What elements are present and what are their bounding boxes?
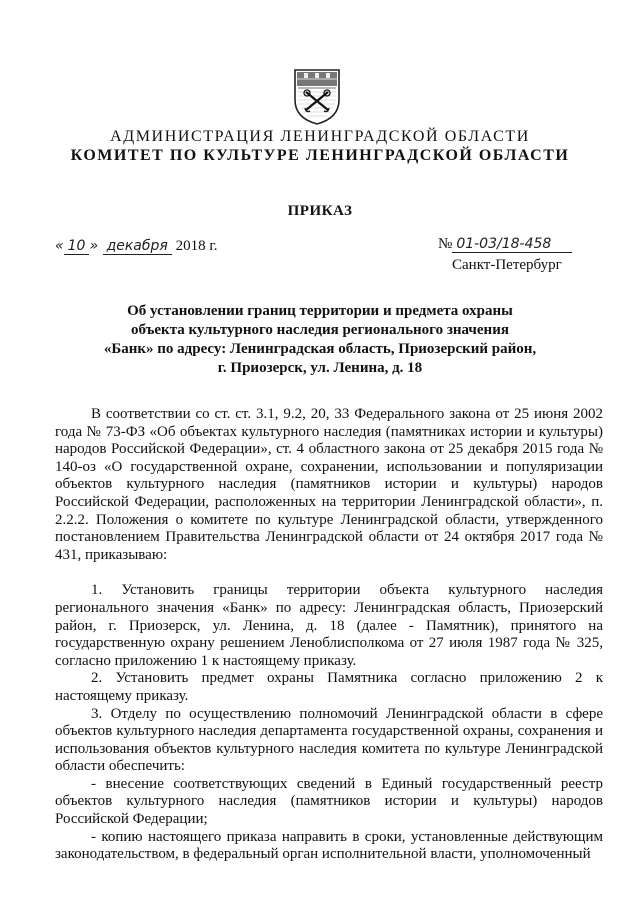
subject-line: «Банк» по адресу: Ленинградская область, Приозерский район, xyxy=(103,341,537,357)
committee-name: КОМИТЕТ ПО КУЛЬТУРЕ ЛЕНИНГРАДСКОЙ ОБЛАСТИ xyxy=(70,147,570,164)
date-year: 2018 г. xyxy=(175,238,218,254)
order-item-1: 1. Установить границы территории объекта культурного наследия регионального значения «Банк» по адресу: Ленинградская область, Приозерский район, г. Приозерск, ул. Ленина, д. 18 (далее - Памятник), принятого на государственную охрану решением Леноблисполкома от 27 июля 1987 года № 325, согласно приложению 1 к настоящему приказу. xyxy=(55,582,603,669)
document-subject xyxy=(60,302,580,378)
document-date xyxy=(55,238,218,255)
date-month: декабря xyxy=(103,238,172,255)
date-handwritten: « 10 » декабря xyxy=(55,238,172,254)
order-item-3-bullet: - внесение соответствующих сведений в Единый государственный реестр объектов культурного наследия (памятников истории и культуры) народов Российской Федерации; xyxy=(55,775,603,828)
subject-line: г. Приозерск, ул. Ленина, д. 18 xyxy=(217,360,423,376)
subject-line: объекта культурного наследия регионального значения xyxy=(131,322,509,338)
date-day: 10 xyxy=(64,238,90,255)
coat-of-arms-icon xyxy=(292,66,342,126)
number-handwritten: 01-03/18-458 xyxy=(452,236,572,253)
order-item-2: 2. Установить предмет охраны Памятника согласно приложению 2 к настоящему приказу. xyxy=(55,670,603,704)
document-number xyxy=(438,236,572,253)
document-city: Санкт-Петербург xyxy=(452,257,562,273)
order-item-3: 3. Отделу по осуществлению полномочий Ленинградской области в сфере объектов культурного наследия департамента государственной охраны, сохранения и использования объектов культурного наследия комитета по культуре Ленинградской области обеспечить: xyxy=(55,705,603,775)
document-type: ПРИКАЗ xyxy=(287,203,353,219)
subject-line: Об установлении границ территории и предмета охраны xyxy=(127,303,513,319)
order-item-3-bullet: - копию настоящего приказа направить в сроки, установленные действующим законодательством, в федеральный орган исполнительной власти, уполномоченный xyxy=(55,828,603,863)
document-body xyxy=(55,406,603,864)
preamble-paragraph: В соответствии со ст. ст. 3.1, 9.2, 20, 33 Федерального закона от 25 июня 2002 года № 73-ФЗ «Об объектах культурного наследия (памятниках истории и культуры) народов Российской Федерации», ст. 4 областного закона от 25 декабря 2015 года № 140-оз «О государственной охране, сохранении, использовании и популяризации объектов культурного наследия (памятников истории и культуры) народов Российской Федерации, расположенных на территории Ленинградской области», п. 2.2.2. Положения о комитете по культуре Ленинградской области, утвержденного постановлением Правительства Ленинградской области от 24 октября 2017 года № 431, приказываю: xyxy=(55,406,603,563)
number-prefix: № xyxy=(438,236,453,252)
organization-name: АДМИНИСТРАЦИЯ ЛЕНИНГРАДСКОЙ ОБЛАСТИ xyxy=(110,128,530,145)
